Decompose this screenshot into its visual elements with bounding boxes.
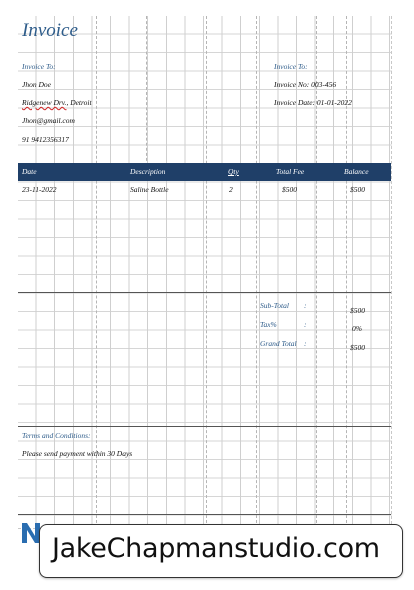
column-header-description: Description: [130, 167, 166, 176]
footer-divider: [18, 514, 391, 515]
invoice-title: Invoice: [22, 20, 78, 41]
grand-total-value: $500: [350, 343, 365, 352]
row-date: 23-11-2022: [22, 185, 57, 194]
tax-label: Tax%: [260, 320, 277, 329]
row-description: Saline Bottle: [130, 185, 169, 194]
table-bottom-divider: [18, 292, 391, 293]
subtotal-label: Sub-Total: [260, 301, 289, 310]
invoice-info-label: Invoice To:: [274, 62, 308, 71]
column-header-qty: Qty: [228, 167, 239, 176]
column-header-date: Date: [22, 167, 37, 176]
invoice-date: Invoice Date: 01-01-2022: [274, 98, 352, 107]
tax-value: 0%: [352, 324, 362, 333]
terms-heading: Terms and Conditions:: [22, 431, 91, 440]
watermark-text: JakeChapmanstudio.com: [52, 533, 380, 564]
customer-phone: 91 9412356317: [22, 135, 69, 144]
terms-text: Please send payment within 30 Days: [22, 449, 133, 458]
column-header-balance: Balance: [344, 167, 369, 176]
customer-name: Jhon Doe: [22, 80, 51, 89]
table-header: [18, 163, 391, 181]
row-balance: $500: [350, 185, 365, 194]
watermark-banner: [39, 524, 403, 578]
customer-email: Jhon@gmail.com: [22, 116, 75, 125]
bill-to-label: Invoice To:: [22, 62, 56, 71]
subtotal-value: $500: [350, 306, 365, 315]
subtotal-colon: :: [304, 301, 307, 310]
tax-colon: :: [304, 320, 307, 329]
grand-total-colon: :: [304, 339, 307, 348]
invoice-number: Invoice No: 003-456: [274, 80, 337, 89]
column-header-total-fee: Total Fee: [276, 167, 305, 176]
grand-total-label: Grand Total: [260, 339, 297, 348]
row-total-fee: $500: [282, 185, 297, 194]
row-qty: 2: [229, 185, 233, 194]
terms-divider: [18, 426, 391, 427]
customer-address: Ridgenew Drv., Detroit: [22, 98, 92, 107]
